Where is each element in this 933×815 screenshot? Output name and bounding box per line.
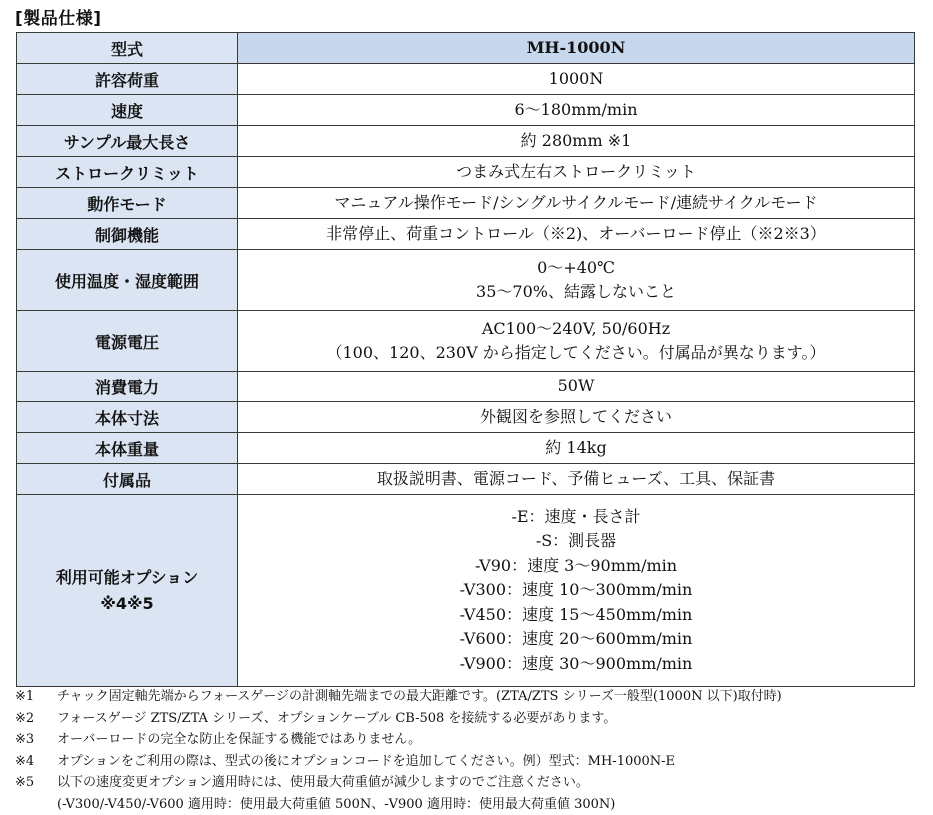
spec-table xyxy=(16,32,915,687)
table-row xyxy=(17,188,915,219)
table-row xyxy=(17,126,915,157)
table-row xyxy=(17,311,915,372)
footnote-text: オプションをご利用の際は、型式の後にオプションコードを追加してください。例）型式：MH-1000N-E xyxy=(57,751,675,773)
value-line: -V600：速度 20～600mm/min xyxy=(238,627,914,652)
table-row xyxy=(17,157,915,188)
value-line: 非常停止、荷重コントロール（※2)、オーバーロード停止（※2※3） xyxy=(238,222,914,247)
footnote-mark: ※1 xyxy=(15,686,57,708)
row-value xyxy=(238,64,915,95)
value-line: 取扱説明書、電源コード、予備ヒューズ、工具、保証書 xyxy=(238,467,914,492)
row-value xyxy=(238,95,915,126)
row-value xyxy=(238,33,915,64)
table-row xyxy=(17,464,915,495)
row-value xyxy=(238,157,915,188)
footnote xyxy=(15,686,925,708)
footnote xyxy=(15,751,925,773)
row-value xyxy=(238,219,915,250)
footnote-mark: ※2 xyxy=(15,708,57,730)
value-line: 35～70%、結露しないこと xyxy=(238,280,914,305)
row-key: 許容荷重 xyxy=(17,64,238,95)
footnote-mark: ※5 xyxy=(15,772,57,794)
row-value xyxy=(238,250,915,311)
value-line: つまみ式左右ストロークリミット xyxy=(238,160,914,185)
footnote-text: フォースゲージ ZTS/ZTA シリーズ、オプションケーブル CB-508 を接続する必要があります。 xyxy=(57,708,616,730)
row-key-line: 利用可能オプション xyxy=(17,565,237,591)
footnote-mark: ※3 xyxy=(15,729,57,751)
table-row xyxy=(17,250,915,311)
value-line: 外観図を参照してください xyxy=(238,405,914,430)
row-key: ストロークリミット xyxy=(17,157,238,188)
footnote-text: チャック固定軸先端からフォースゲージの計測軸先端までの最大距離です。(ZTA/ZTS シリーズ一般型(1000N 以下)取付時) xyxy=(57,686,782,708)
row-key: 電源電圧 xyxy=(17,311,238,372)
value-line: -E：速度・長さ計 xyxy=(238,505,914,530)
row-key: 付属品 xyxy=(17,464,238,495)
row-value xyxy=(238,126,915,157)
footnote xyxy=(15,729,925,751)
row-value xyxy=(238,372,915,402)
footnote-mark xyxy=(15,794,57,815)
row-value xyxy=(238,464,915,495)
value-line: （100、120、230V から指定してください。付属品が異なります。） xyxy=(238,341,914,366)
footnotes xyxy=(15,686,925,815)
row-key: サンプル最大長さ xyxy=(17,126,238,157)
value-line: -V900：速度 30～900mm/min xyxy=(238,652,914,677)
row-key: 動作モード xyxy=(17,188,238,219)
footnote xyxy=(15,708,925,730)
table-row xyxy=(17,372,915,402)
row-key: 速度 xyxy=(17,95,238,126)
table-row xyxy=(17,219,915,250)
value-line: 0～+40℃ xyxy=(238,256,914,281)
row-key: 使用温度・湿度範囲 xyxy=(17,250,238,311)
value-line: -V90：速度 3～90mm/min xyxy=(238,554,914,579)
footnote xyxy=(15,772,925,794)
row-key xyxy=(17,495,238,687)
row-key-line: ※4※5 xyxy=(17,591,237,617)
row-key: 消費電力 xyxy=(17,372,238,402)
table-row xyxy=(17,95,915,126)
table-row xyxy=(17,433,915,464)
value-line: AC100～240V, 50/60Hz xyxy=(238,317,914,342)
row-value xyxy=(238,311,915,372)
value-line: MH-1000N xyxy=(238,36,914,61)
table-row xyxy=(17,64,915,95)
table-row xyxy=(17,495,915,687)
row-value xyxy=(238,188,915,219)
table-row xyxy=(17,402,915,433)
row-key: 制御機能 xyxy=(17,219,238,250)
footnote xyxy=(15,794,925,815)
footnote-text: オーバーロードの完全な防止を保証する機能ではありません。 xyxy=(57,729,421,751)
row-key: 本体重量 xyxy=(17,433,238,464)
footnote-mark: ※4 xyxy=(15,751,57,773)
value-line: 1000N xyxy=(238,67,914,92)
value-line: マニュアル操作モード/シングルサイクルモード/連続サイクルモード xyxy=(238,191,914,216)
row-value xyxy=(238,495,915,687)
value-line: -S：測長器 xyxy=(238,529,914,554)
table-row xyxy=(17,33,915,64)
value-line: 約 280mm ※1 xyxy=(238,129,914,154)
row-value xyxy=(238,433,915,464)
row-value xyxy=(238,402,915,433)
row-key: 型式 xyxy=(17,33,238,64)
value-line: -V300：速度 10～300mm/min xyxy=(238,578,914,603)
value-line: 約 14kg xyxy=(238,436,914,461)
value-line: 50W xyxy=(238,374,914,399)
footnote-text: (-V300/-V450/-V600 適用時：使用最大荷重値 500N、-V900 適用時：使用最大荷重値 300N) xyxy=(57,794,615,815)
row-key: 本体寸法 xyxy=(17,402,238,433)
value-line: -V450：速度 15～450mm/min xyxy=(238,603,914,628)
value-line: 6～180mm/min xyxy=(238,98,914,123)
footnote-text: 以下の速度変更オプション適用時には、使用最大荷重値が減少しますのでご注意ください。 xyxy=(57,772,589,794)
section-title: [製品仕様] xyxy=(15,4,102,29)
